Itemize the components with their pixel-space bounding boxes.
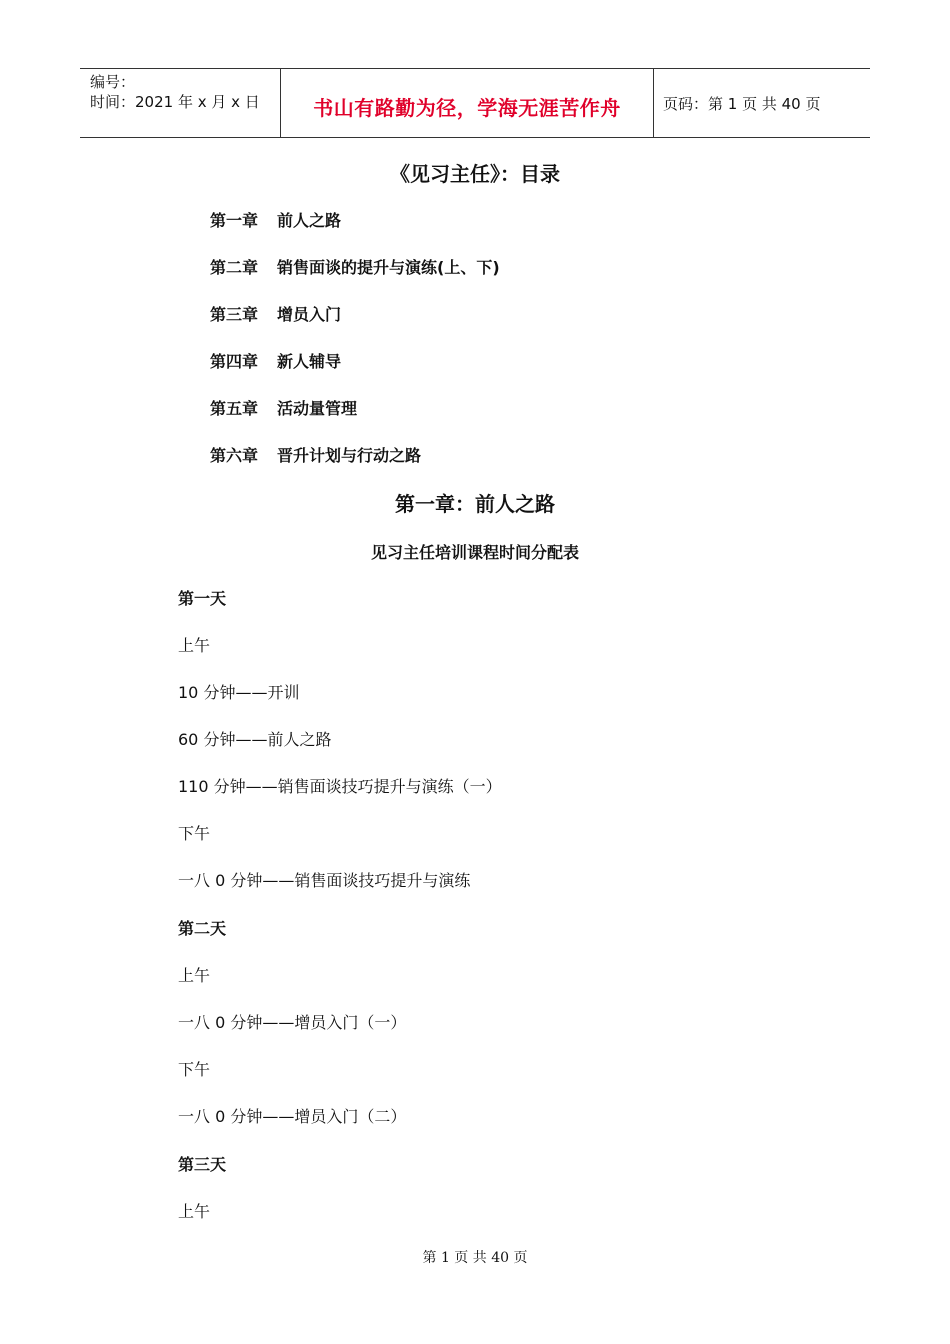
header-motto: 书山有路勤为径，学海无涯苦作舟 [281, 69, 654, 137]
period-label: 上午 [178, 636, 211, 655]
toc-chapter-name: 晋升计划与行动之路 [277, 446, 422, 465]
schedule-entry: 110 分钟——销售面谈技巧提升与演练（一） [178, 777, 502, 796]
toc-title: 《见习主任》：目录 [390, 162, 560, 186]
day-heading: 第二天 [178, 919, 227, 938]
schedule-entry: 一八 0 分钟——增员入门（一） [178, 1013, 407, 1032]
toc-item [210, 255, 500, 278]
toc-chapter-name: 增员入门 [277, 305, 342, 324]
schedule-entry: 10 分钟——开训 [178, 683, 300, 702]
chapter-title: 第一章：前人之路 [395, 492, 555, 516]
period-label: 下午 [178, 1060, 211, 1079]
page-footer: 第 1 页 共 40 页 [422, 1250, 528, 1266]
day-heading: 第一天 [178, 589, 227, 608]
document-header [80, 68, 870, 138]
toc-item [210, 443, 421, 466]
toc-chapter: 第一章 [210, 211, 259, 230]
period-label: 下午 [178, 824, 211, 843]
toc-item [210, 396, 357, 419]
toc-chapter-name: 销售面谈的提升与演练(上、下) [277, 258, 500, 277]
toc-item [210, 302, 341, 325]
day-heading: 第三天 [178, 1155, 227, 1174]
toc-chapter-name: 新人辅导 [277, 352, 342, 371]
time-label: 时间：2021 年 x 月 x 日 [90, 93, 260, 111]
period-label: 上午 [178, 966, 211, 985]
header-meta [80, 69, 281, 137]
toc-chapter: 第六章 [210, 446, 259, 465]
schedule-entry: 一八 0 分钟——增员入门（二） [178, 1107, 407, 1126]
toc-chapter-name: 活动量管理 [277, 399, 358, 418]
toc-chapter: 第三章 [210, 305, 259, 324]
period-label: 上午 [178, 1202, 211, 1221]
toc-chapter-name: 前人之路 [277, 211, 342, 230]
number-label: 编号： [90, 73, 136, 91]
toc-chapter: 第五章 [210, 399, 259, 418]
schedule-title: 见习主任培训课程时间分配表 [370, 543, 579, 562]
toc-item [210, 349, 341, 372]
schedule-entry: 60 分钟——前人之路 [178, 730, 332, 749]
toc-chapter: 第二章 [210, 258, 259, 277]
toc-item [210, 208, 341, 231]
header-page-label: 页码：第 1 页 共 40 页 [663, 94, 821, 113]
toc-chapter: 第四章 [210, 352, 259, 371]
schedule-entry: 一八 0 分钟——销售面谈技巧提升与演练 [178, 871, 471, 890]
